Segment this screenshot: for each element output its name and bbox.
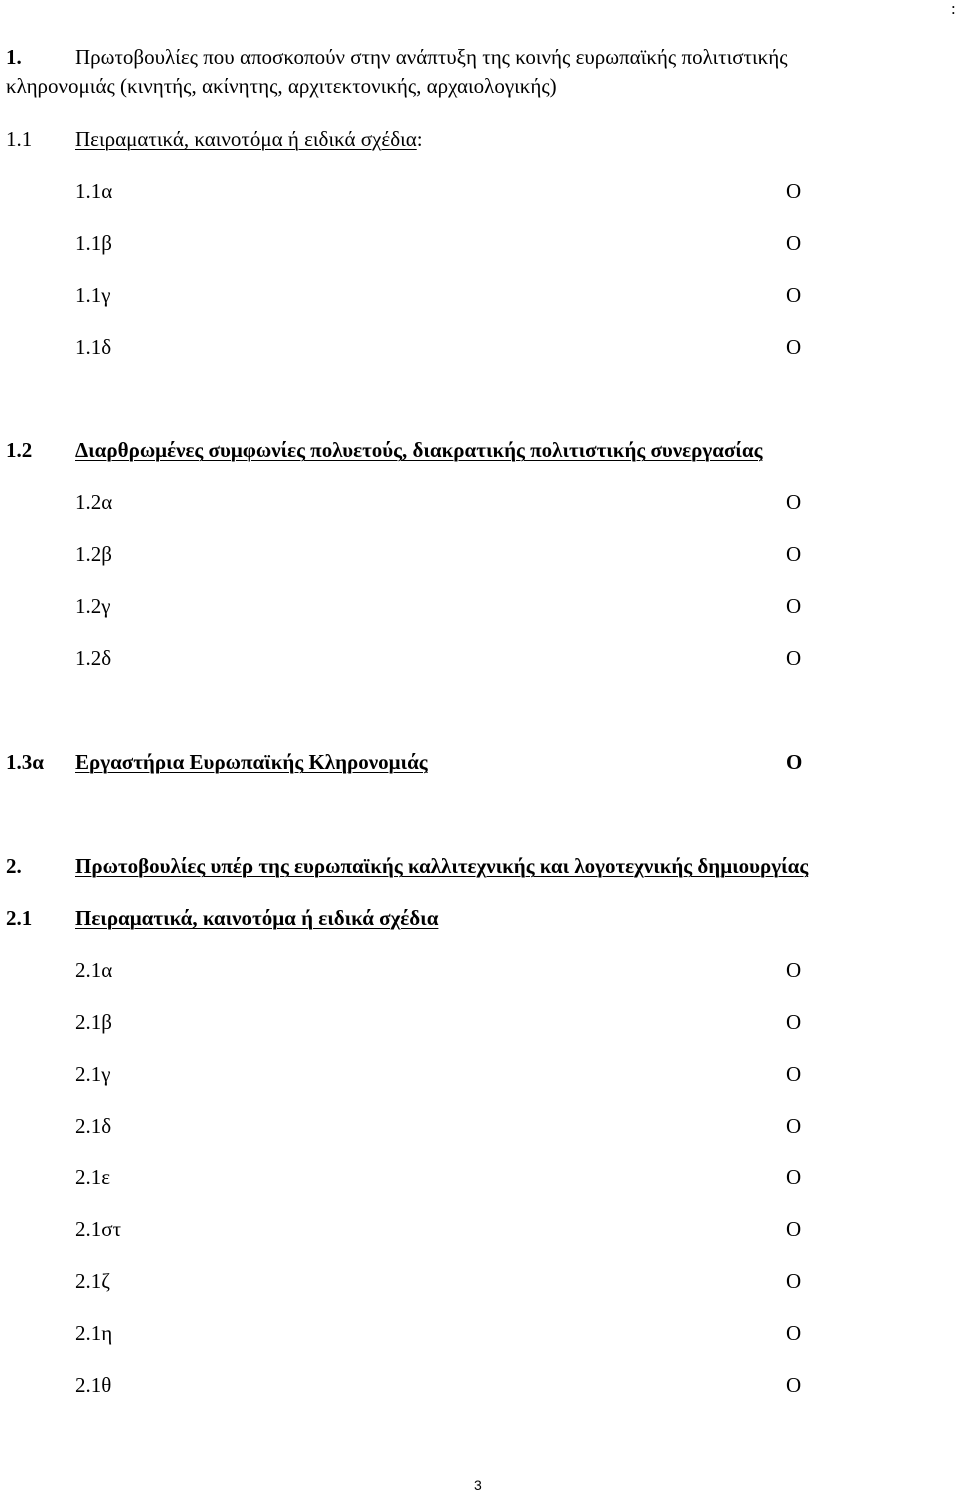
page-number: 3 (474, 1477, 482, 1493)
subsection-1-1-title: Πειραματικά, καινοτόμα ή ειδικά σχέδια (75, 127, 417, 151)
subsection-1-3a-number: 1.3α (6, 750, 44, 774)
item-2-1e-mark: O (786, 1165, 802, 1189)
item-1-1a-mark: O (786, 179, 802, 203)
item-2-1z-mark: O (786, 1269, 802, 1293)
section-2-title: Πρωτοβουλίες υπέρ της ευρωπαϊκής καλλιτεχνικής και λογοτεχνικής δημιουργίας (75, 854, 809, 878)
item-2-1d-mark: O (786, 1114, 802, 1138)
item-1-1a-label: 1.1α (75, 179, 113, 203)
item-1-2a-label: 1.2α (75, 490, 113, 514)
subsection-1-1-suffix: : (416, 127, 423, 151)
item-1-2d-mark: O (786, 646, 802, 670)
item-1-1b-mark: O (786, 231, 802, 255)
item-1-1d-label: 1.1δ (75, 335, 112, 359)
section-1-title-line2: κληρονομιάς (κινητής, ακίνητης, αρχιτεκτονικής, αρχαιολογικής) (6, 74, 557, 98)
item-2-1z-label: 2.1ζ (75, 1269, 110, 1293)
subsection-1-2-title: Διαρθρωμένες συμφωνίες πολυετούς, διακρατικής πολιτιστικής συνεργασίας (75, 438, 763, 462)
item-1-2d-label: 1.2δ (75, 646, 112, 670)
item-2-1th-label: 2.1θ (75, 1373, 112, 1397)
subsection-1-1-number: 1.1 (6, 127, 33, 151)
item-1-1c-mark: O (786, 283, 802, 307)
item-2-1c-label: 2.1γ (75, 1062, 111, 1086)
item-2-1h-mark: O (786, 1321, 802, 1345)
item-1-1d-mark: O (786, 335, 802, 359)
item-2-1st-label: 2.1στ (75, 1217, 122, 1241)
item-2-1d-label: 2.1δ (75, 1114, 112, 1138)
item-1-2b-mark: O (786, 542, 802, 566)
item-1-2c-mark: O (786, 594, 802, 618)
item-2-1e-label: 2.1ε (75, 1165, 111, 1189)
item-1-1b-label: 1.1β (75, 231, 112, 255)
subsection-1-2-number: 1.2 (6, 438, 33, 462)
subsection-2-1-title: Πειραματικά, καινοτόμα ή ειδικά σχέδια (75, 906, 439, 930)
item-1-1c-label: 1.1γ (75, 283, 111, 307)
item-2-1b-label: 2.1β (75, 1010, 112, 1034)
section-1-number: 1. (6, 45, 22, 69)
subsection-2-1-number: 2.1 (6, 906, 33, 930)
item-2-1b-mark: O (786, 1010, 802, 1034)
section-1-title-line1: Πρωτοβουλίες που αποσκοπούν στην ανάπτυξη της κοινής ευρωπαϊκής πολιτιστικής (75, 45, 788, 69)
subsection-1-3a-title: Εργαστήρια Ευρωπαϊκής Κληρονομιάς (75, 750, 428, 774)
item-2-1th-mark: O (786, 1373, 802, 1397)
subsection-1-1-heading (75, 129, 423, 150)
item-1-2c-label: 1.2γ (75, 594, 111, 618)
item-2-1a-mark: O (786, 958, 802, 982)
item-2-1st-mark: O (786, 1217, 802, 1241)
item-2-1c-mark: O (786, 1062, 802, 1086)
item-1-2a-mark: O (786, 490, 802, 514)
item-2-1a-label: 2.1α (75, 958, 113, 982)
section-2-number: 2. (6, 854, 22, 878)
corner-mark: : (951, 0, 956, 18)
item-2-1h-label: 2.1η (75, 1321, 113, 1345)
subsection-1-3a-mark: O (786, 750, 803, 774)
item-1-2b-label: 1.2β (75, 542, 112, 566)
